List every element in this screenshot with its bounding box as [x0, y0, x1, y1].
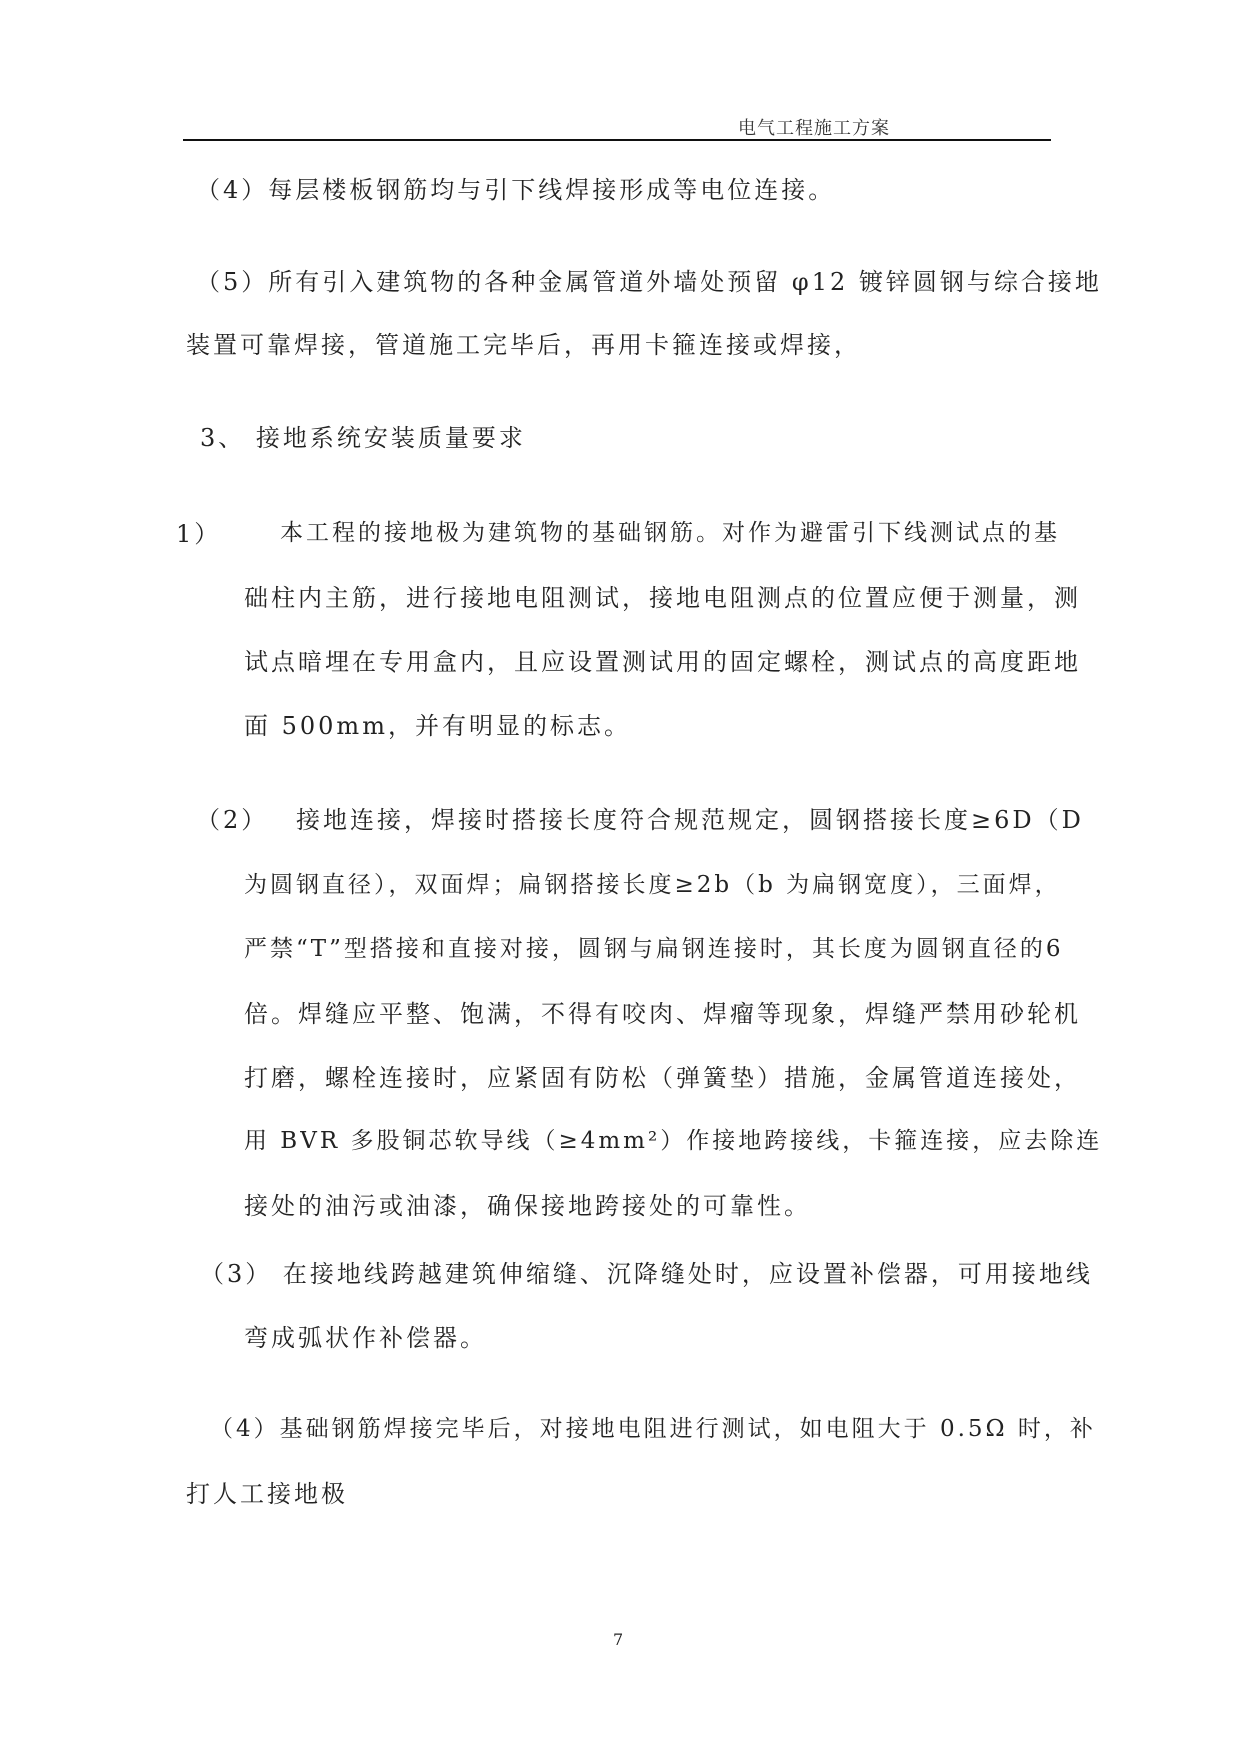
paragraph-line: 倍。焊缝应平整、饱满，不得有咬肉、焊瘤等现象，焊缝严禁用砂轮机 — [244, 1000, 1081, 1028]
paragraph-line: 试点暗埋在专用盒内，且应设置测试用的固定螺栓，测试点的高度距地 — [244, 648, 1081, 676]
paragraph-line: 弯成弧状作补偿器。 — [244, 1324, 487, 1352]
header-title: 电气工程施工方案 — [738, 118, 890, 139]
section-heading: 3、 接地系统安装质量要求 — [200, 424, 526, 452]
page-number: 7 — [613, 1630, 624, 1649]
paragraph-line: 严禁“T”型搭接和直接对接，圆钢与扁钢连接时，其长度为圆钢直径的6 — [244, 936, 1064, 962]
paragraph-line: 接处的油污或油漆，确保接地跨接处的可靠性。 — [244, 1192, 811, 1220]
paragraph-line: 面 500mm，并有明显的标志。 — [244, 712, 631, 740]
paragraph-line: 础柱内主筋，进行接地电阻测试，接地电阻测点的位置应便于测量，测 — [244, 584, 1081, 612]
list-marker: （2） — [196, 806, 269, 834]
list-marker: 1） — [176, 520, 222, 548]
paragraph-line: 接地连接，焊接时搭接长度符合规范规定，圆钢搭接长度≥6D（D — [296, 806, 1084, 834]
paragraph-line: （5）所有引入建筑物的各种金属管道外墙处预留 φ12 镀锌圆钢与综合接地 — [196, 268, 1102, 296]
paragraph-line: 用 BVR 多股铜芯软导线（≥4mm²）作接地跨接线，卡箍连接，应去除连 — [244, 1128, 1103, 1154]
paragraph-line: （3） 在接地线跨越建筑伸缩缝、沉降缝处时，应设置补偿器，可用接地线 — [200, 1260, 1093, 1288]
paragraph-line: （4）每层楼板钢筋均与引下线焊接形成等电位连接。 — [196, 176, 836, 204]
paragraph-line: （4）基础钢筋焊接完毕后，对接地电阻进行测试，如电阻大于 0.5Ω 时，补 — [210, 1416, 1096, 1442]
paragraph-line: 本工程的接地极为建筑物的基础钢筋。对作为避雷引下线测试点的基 — [280, 520, 1060, 546]
header-rule — [183, 139, 1051, 141]
paragraph-line: 为圆钢直径），双面焊；扁钢搭接长度≥2b（b 为扁钢宽度），三面焊， — [244, 872, 1061, 898]
paragraph-line: 打人工接地极 — [186, 1480, 348, 1508]
paragraph-line: 装置可靠焊接，管道施工完毕后，再用卡箍连接或焊接， — [186, 331, 861, 359]
paragraph-line: 打磨，螺栓连接时，应紧固有防松（弹簧垫）措施，金属管道连接处， — [244, 1064, 1081, 1092]
